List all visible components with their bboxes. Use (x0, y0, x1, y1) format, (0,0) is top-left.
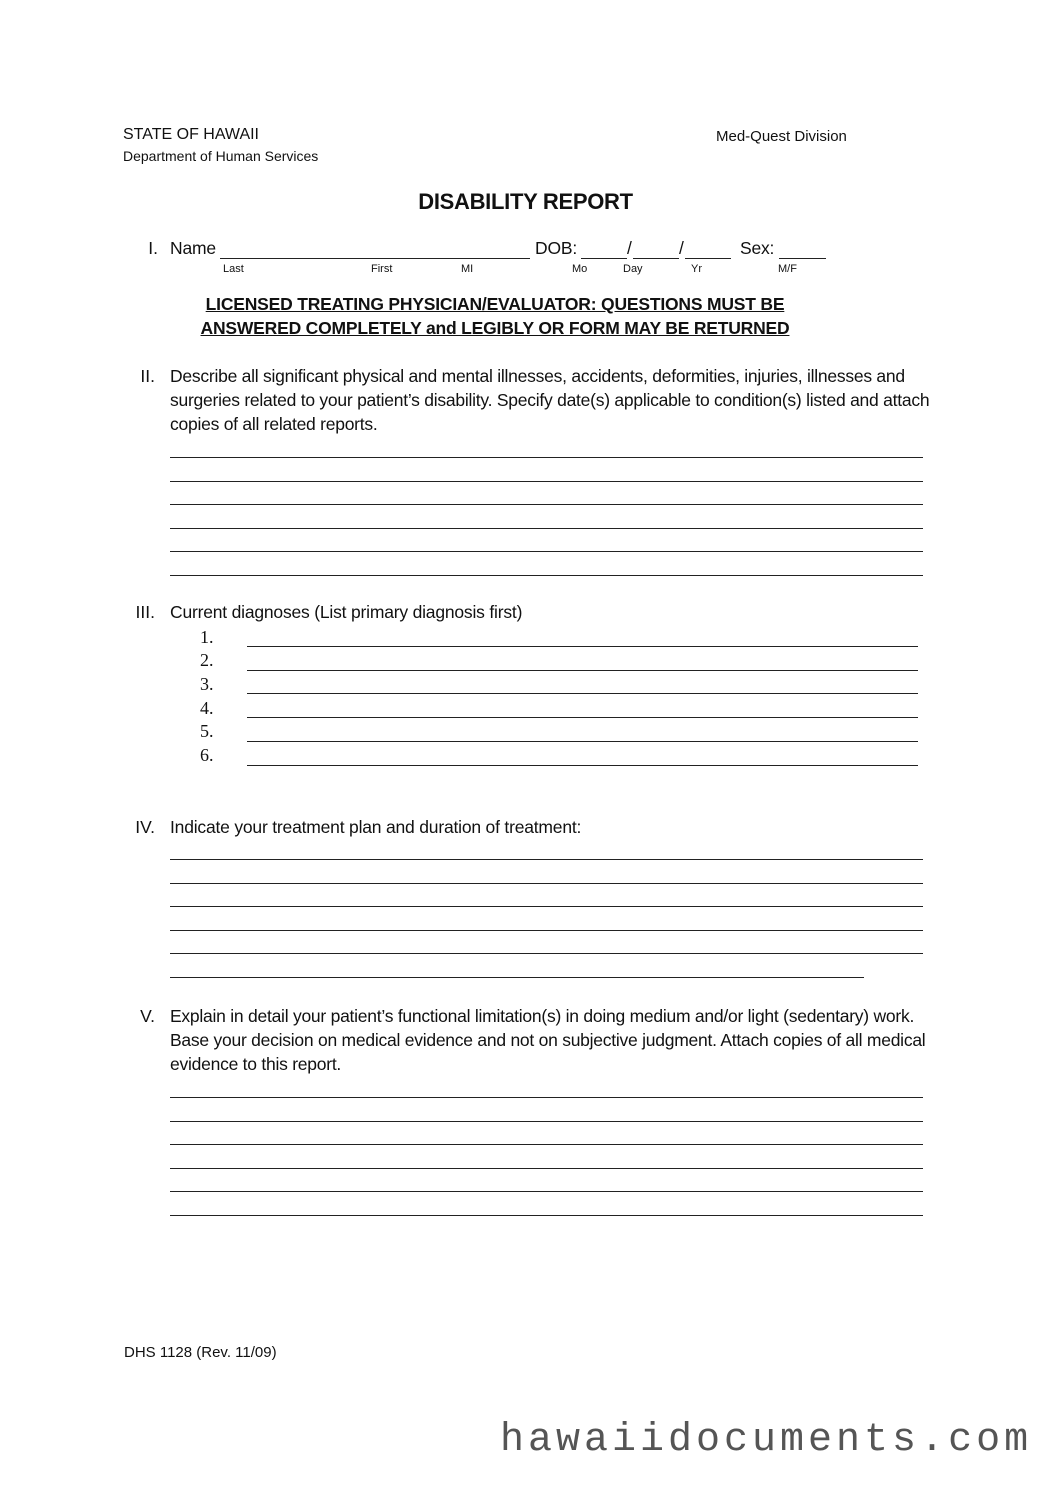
answer-line[interactable] (170, 906, 923, 907)
answer-line[interactable] (170, 1191, 923, 1192)
name-field[interactable] (220, 258, 530, 259)
diagnosis-line[interactable] (247, 646, 918, 647)
answer-line[interactable] (170, 1215, 923, 1216)
diagnosis-line[interactable] (247, 670, 918, 671)
form-number: DHS 1128 (Rev. 11/09) (124, 1344, 277, 1361)
dob-year-field[interactable] (685, 258, 731, 259)
diagnosis-number: 3. (200, 674, 214, 694)
sex-label: Sex: (740, 238, 775, 258)
division-heading: Med-Quest Division (716, 128, 847, 145)
dob-separator-2: / (679, 238, 684, 258)
section-2-question: Describe all significant physical and mental illnesses, accidents, deformities, injuries, illnesses and surgeries related to your patient’s disability. Specify date(s) applicable to condition(s) listed and attach copies of all related reports. (170, 366, 930, 434)
section-4-numeral: IV. (135, 817, 155, 837)
answer-line[interactable] (170, 1144, 923, 1145)
section-4-question: Indicate your treatment plan and duration of treatment: (170, 817, 582, 837)
diagnosis-number: 6. (200, 745, 214, 765)
diagnosis-line[interactable] (247, 693, 918, 694)
site-watermark: hawaiidocuments.com (500, 1418, 1033, 1463)
section-3-numeral: III. (135, 602, 155, 622)
sublabel-first: First (371, 263, 393, 275)
answer-line[interactable] (170, 883, 923, 884)
answer-line[interactable] (170, 504, 923, 505)
diagnosis-line[interactable] (247, 717, 918, 718)
sublabel-day: Day (623, 263, 643, 275)
diagnosis-number: 2. (200, 650, 214, 670)
answer-line[interactable] (170, 528, 923, 529)
answer-line[interactable] (170, 953, 923, 954)
notice-line-1: LICENSED TREATING PHYSICIAN/EVALUATOR: QUESTIONS MUST BE (205, 294, 785, 314)
answer-line[interactable] (170, 1121, 923, 1122)
answer-line[interactable] (170, 481, 923, 482)
answer-line[interactable] (170, 551, 923, 552)
answer-line[interactable] (170, 1097, 923, 1098)
diagnosis-line[interactable] (247, 765, 918, 766)
sublabel-month: Mo (572, 263, 588, 275)
name-label: Name (170, 238, 216, 258)
diagnosis-line[interactable] (247, 741, 918, 742)
dob-separator-1: / (627, 238, 632, 258)
notice-line-2: ANSWERED COMPLETELY and LEGIBLY OR FORM MAY BE RETURNED (200, 318, 790, 338)
section-3-question: Current diagnoses (List primary diagnosis first) (170, 602, 523, 622)
diagnosis-number: 5. (200, 721, 214, 741)
sublabel-sex: M/F (778, 263, 797, 275)
answer-line[interactable] (170, 859, 923, 860)
answer-line[interactable] (170, 457, 923, 458)
sublabel-year: Yr (691, 263, 702, 275)
answer-line[interactable] (170, 977, 864, 978)
sublabel-last: Last (223, 263, 244, 275)
sublabel-mi: MI (461, 263, 474, 275)
diagnosis-number: 4. (200, 698, 214, 718)
answer-line[interactable] (170, 930, 923, 931)
sex-field[interactable] (779, 258, 826, 259)
state-heading: STATE OF HAWAII (123, 126, 259, 143)
dob-month-field[interactable] (581, 258, 627, 259)
section-1-numeral: I. (148, 238, 158, 258)
dob-label: DOB: (535, 238, 577, 258)
page-title: DISABILITY REPORT (418, 189, 633, 214)
department-heading: Department of Human Services (123, 148, 319, 164)
section-2-numeral: II. (140, 366, 155, 386)
dob-day-field[interactable] (633, 258, 679, 259)
section-5-question: Explain in detail your patient’s functional limitation(s) in doing medium and/or light (sedentary) work. Base your decision on medical evidence and not on subjective judgment. Attach copies of all medical evidence to this report. (170, 1006, 926, 1074)
answer-line[interactable] (170, 1168, 923, 1169)
answer-line[interactable] (170, 575, 923, 576)
diagnosis-number: 1. (200, 627, 214, 647)
section-5-numeral: V. (140, 1006, 155, 1026)
